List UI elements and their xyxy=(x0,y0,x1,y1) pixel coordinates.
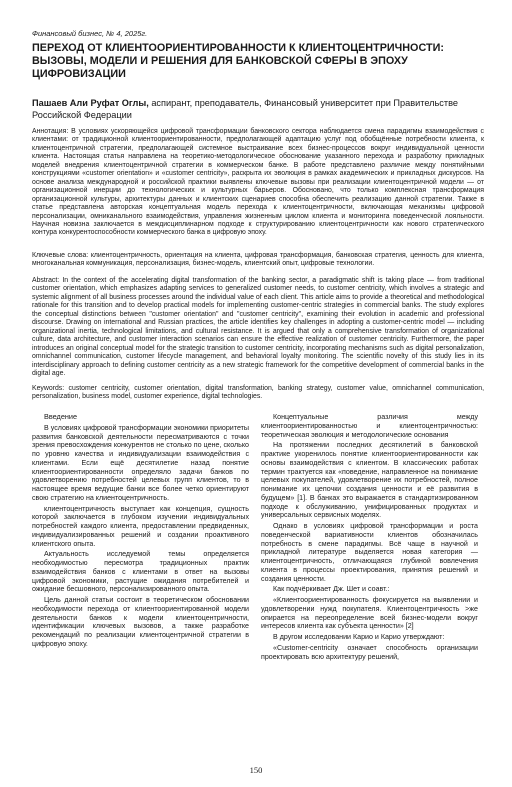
abstract-english: Abstract: In the context of the accelerating digital transformation of the banking sector, a paradigmatic shift is taking place — from traditional customer orientation, which emphasizes adapting services to generalized customer needs, to customer centricity, which involves a strategic and systemic alignment of all business processes around the individual value of each client. This article aims to provide a theoretical and methodological rationale for this transition and to develop practical models for implementing customer-centric strategies in commercial banks. The study explores the conceptual distinctions between "customer orientation" and "customer centricity", examining their evolution in academic and professional discourse. Drawing on international and Russian practices, the article identifies key challenges in adopting a customer-centric model — including organizational inertia, technological limitations, and cultural resistance. It is argued that only a comprehensive transformation of organizational culture, data architecture, and customer interaction scenarios can ensure the effective realization of customer centricity. Furthermore, the paper introduces an original conceptual model for the strategic transition to customer centricity, incorporating mechanisms such as digital personalization, omnichannel communication, customer lifecycle management, and behavioral loyalty monitoring. The scientific novelty of this study lies in its interdisciplinary approach to defining customer centricity as a new strategic framework for the competitive development of commercial banks in the digital age. xyxy=(32,277,484,377)
section-heading-concepts: Концептуальные различия между клиентоориентированностью и клиентоцентричностью: теоретическая эволюция и методологические основания xyxy=(261,413,478,439)
paragraph: Однако в условиях цифровой трансформации и роста поведенческой вариативности клиентов обозначилась потребность в смене парадигмы. Всё чаще в научной и прикладной литературе выделяется новая категория — клиентоцентричность, отличающаяся глубиной вовлечения клиента в процессы проектирования, принятия решений и создания ценности. xyxy=(261,522,478,583)
paragraph: клиентоцентричность выступает как концепция, сущность которой заключается в глубоком изучении индивидуальных потребностей каждого клиента, предоставлении предвиденных, индивидуализированных решений и создании проактивного клиентского опыта. xyxy=(32,504,249,548)
quote: «Customer-centricity означает способность организации проектировать всю архитектуру решений, xyxy=(261,643,478,661)
paragraph: Актуальность исследуемой темы определяется необходимостью пересмотра традиционных практик взаимодействия банков с клиентами в ответ на вызовы цифровой экономики, растущие ожидания потребителей и ожидание бесшовного, персонализированного опыта. xyxy=(32,550,249,594)
section-heading-introduction: Введение xyxy=(44,412,78,421)
quote: «Клиентоориентированность фокусируется на выявлении и удовлетворении нужд покупателя. Клиентоцентричность >же опирается на переопределение всей бизнес-модели вокруг интересов клиента как субъекта ценности» [2] xyxy=(261,596,478,631)
body-column-left xyxy=(32,413,249,651)
abstract-russian: Аннотация: В условиях ускоряющейся цифровой трансформации банковского сектора наблюдается смена парадигмы взаимодействия с клиентами: от традиционной клиентоориентированности, предполагающей адаптацию услуг под обобщённые потребности клиента, к клиентоцентричной стратегии, предполагающей системное выстраивание всех бизнес-процессов вокруг индивидуальной ценности клиента. Настоящая статья направлена на теоретико-методологическое обоснование указанного перехода и разработку прикладных моделей внедрения клиентоцентричной стратегии в коммерческом банке. В работе представлено различие между понятийными конструкциями «customer orientation» и «customer centricity», раскрыта их эволюция в рамках академических и прикладных дискурсов. На основе анализа международной и российской практики выявлены ключевые вызовы при реализации клиентоцентричной модели — от организационной инерции до технологических и культурных барьеров. Обосновано, что только комплексная трансформация организационной культуры, архитектуры данных и клиентских сценариев способна обеспечить реализацию данной стратегии. Также в статье представлена авторская концептуальная модель перехода к клиентоцентричности, включающая механизмы цифровой персонализации, омниканального взаимодействия, управления жизненным циклом клиента и мониторинга поведенческой лояльности. Научная новизна заключается в междисциплинарном подходе к структурированию клиентоцентричности как нового стратегического контура конкурентоспособности коммерческого банка в цифровую эпоху. xyxy=(32,128,484,237)
journal-header: Финансовый бизнес, № 4, 2025г. xyxy=(32,29,148,38)
article-title: ПЕРЕХОД ОТ КЛИЕНТООРИЕНТИРОВАННОСТИ К КЛИЕНТОЦЕНТРИЧНОСТИ: ВЫЗОВЫ, МОДЕЛИ И РЕШЕНИЯ ДЛЯ БАНКОВСКОЙ СФЕРЫ В ЭПОХУ ЦИФРОВИЗАЦИИ xyxy=(32,42,444,80)
author-affiliation: аспирант, преподаватель, Финансовый университет при Правительстве Российской Федерации xyxy=(32,98,459,120)
keywords-russian: Ключевые слова: клиентоцентричность, ориентация на клиента, цифровая трансформация, банковская стратегия, ценность для клиента, многоканальная коммуникация, персонализация, бизнес-модель, клиентский опыт, цифровые технологии. xyxy=(32,252,484,268)
author-line xyxy=(32,97,484,121)
paragraph: В другом исследовании Карио и Карио утверждают: xyxy=(273,633,445,641)
page-number: 150 xyxy=(249,765,263,775)
paragraph: На протяжении последних десятилетий в банковской практике укоренилось понятие клиентоориентированности как основы взаимодействия с клиентом. В классических работах термин трактуется как «поведение, направленное на понимание целевых покупателей, удовлетворение их потребностей, полное понимание их цепочки создания ценности и её развития в будущем» [1]. В банках это выражается в стандартизированном подходе к обслуживанию, унифицированных продуктах и универсальных сервисных моделях. xyxy=(261,441,478,520)
body-column-right xyxy=(261,413,478,663)
paragraph: Цель данной статьи состоит в теоретическом обосновании необходимости перехода от клиентоориентированной модели деятельности банков к модели клиентоцентричности, идентификации ключевых вызовов, а также разработке рекомендаций по реализации клиентоцентричной стратегии в цифровую эпоху. xyxy=(32,596,249,648)
paragraph: Как подчёркивает Дж. Шет и соавт.: xyxy=(273,585,390,594)
author-name: Пашаев Али Руфат Оглы, xyxy=(32,98,149,108)
keywords-english: Keywords: customer centricity, customer orientation, digital transformation, banking strategy, customer value, omnichannel communication, personalization, business model, customer experience, digital technologies. xyxy=(32,385,484,401)
paragraph: В условиях цифровой трансформации экономики приоритеты развития банковской деятельности пересматриваются с точки зрения превосхождения конкурентов не столько по цене, сколько по уровню качества и индивидуализации взаимодействия с клиентами. Если ещё десятилетие назад понятие клиентоориентированности определяло задачи банков по удовлетворению потребностей целевых групп клиентов, то в настоящее время ведущие банки все более четко ориентируют свою стратегию на клиентоцентричность. xyxy=(32,423,249,502)
